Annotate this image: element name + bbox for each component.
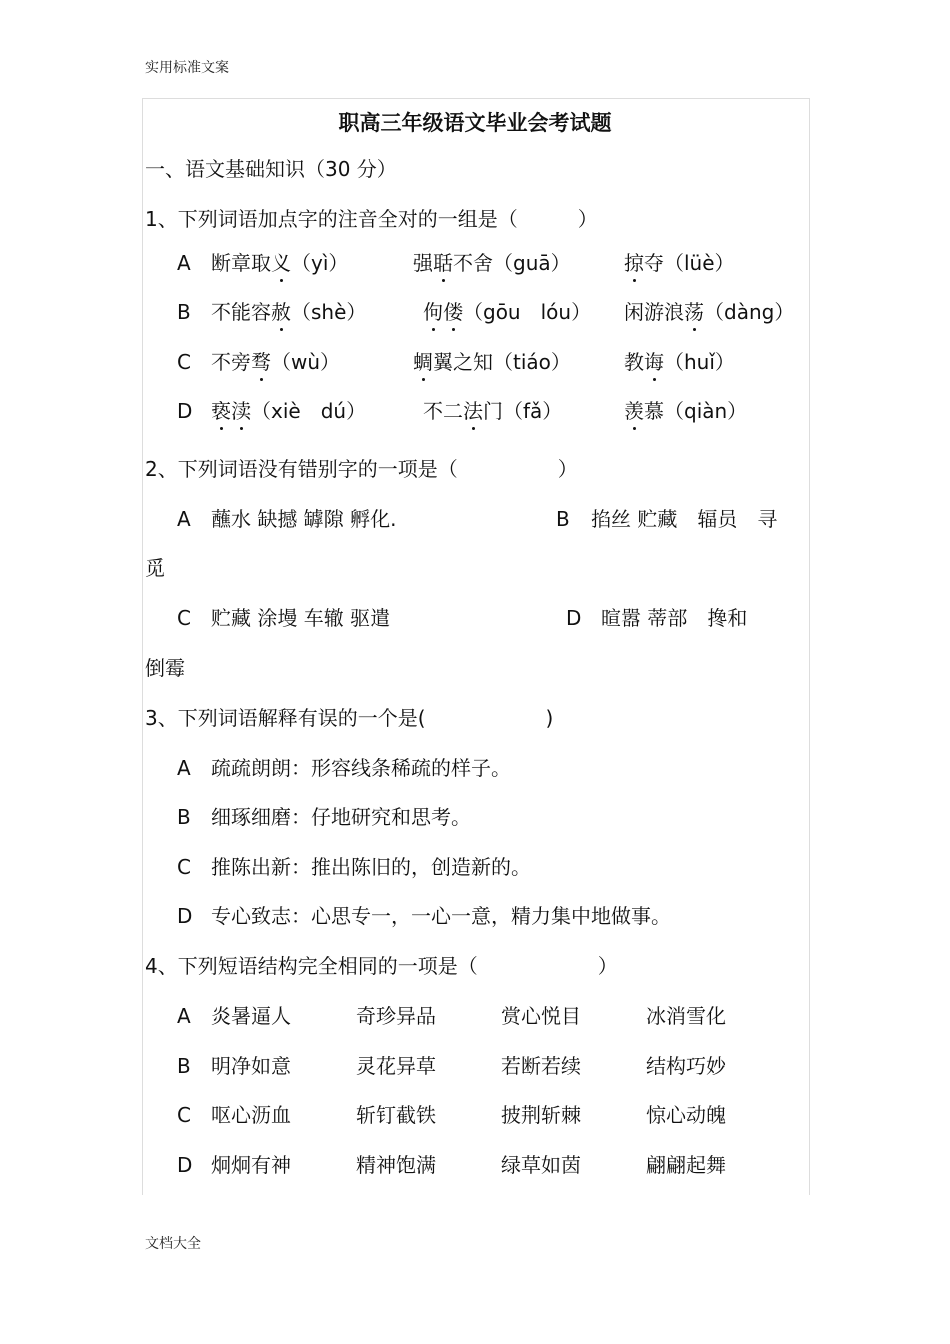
pinyin-annotation: 夺（lüè） (644, 251, 735, 275)
q4-option-word: 明净如意 (211, 1054, 291, 1078)
pinyin-annotation: （gōu lóu） (463, 300, 592, 324)
section-heading: 一、语文基础知识（30 分） (145, 157, 397, 181)
dotted-characters (644, 350, 664, 374)
q2-option-d-continuation: 倒霉 (145, 656, 185, 680)
dotted-characters (423, 300, 463, 324)
q4-option-word: 精神饱满 (356, 1153, 436, 1177)
q4-option-word: 赏心悦目 (501, 1004, 581, 1028)
q4-option-letter: A (177, 1004, 191, 1028)
q4-option-word: 冰消雪化 (646, 1004, 726, 1028)
q1-option-item (211, 299, 366, 325)
pinyin-annotation: 不舍（guā） (453, 251, 571, 275)
q4-option-word: 惊心动魄 (646, 1103, 726, 1127)
q4-option-word: 炎暑逼人 (211, 1004, 291, 1028)
q2-option-c-text: 贮藏 涂墁 车辙 驱遣 (211, 606, 391, 630)
dotted-characters (433, 251, 453, 275)
q4-option-word: 灵花异草 (356, 1054, 436, 1078)
emphasis-dot-char: 偻 (443, 300, 463, 324)
pinyin-annotation: 翼之知（tiáo） (433, 350, 571, 374)
dotted-characters (463, 399, 483, 423)
q1-option-item (423, 398, 562, 424)
q4-option-word: 奇珍异品 (356, 1004, 436, 1028)
emphasis-dot-char: 渎 (231, 399, 251, 423)
emphasis-dot-char: 蜩 (413, 350, 433, 374)
q4-option-letter: D (177, 1153, 193, 1177)
q1-option-item (624, 349, 735, 375)
item-text: 强 (413, 251, 433, 275)
q4-option-letter: B (177, 1054, 191, 1078)
q4-option-word: 翩翩起舞 (646, 1153, 726, 1177)
emphasis-dot-char: 佝 (423, 300, 443, 324)
dotted-characters (413, 350, 433, 374)
emphasis-dot-char: 聒 (433, 251, 453, 275)
q1-option-letter: A (177, 251, 191, 275)
q4-option-word: 炯炯有神 (211, 1153, 291, 1177)
emphasis-dot-char: 义 (271, 251, 291, 275)
q1-option-item (211, 250, 348, 276)
q4-option-word: 呕心沥血 (211, 1103, 291, 1127)
q3-option-text: 疏疏朗朗：形容线条稀疏的样子。 (211, 756, 511, 780)
dotted-characters (251, 350, 271, 374)
q1-stem: 1、下列词语加点字的注音全对的一组是（ ） (145, 207, 598, 231)
q2-option-d-letter: D (566, 606, 582, 630)
q3-option-letter: B (177, 805, 191, 829)
q3-option-text: 细琢细磨：仔地研究和思考。 (211, 805, 471, 829)
item-text: 不旁 (211, 350, 251, 374)
pinyin-annotation: （shè） (291, 300, 367, 324)
q4-option-word: 绿草如茵 (501, 1153, 581, 1177)
emphasis-dot-char: 亵 (211, 399, 231, 423)
item-text: 不二 (423, 399, 463, 423)
q1-option-item (423, 299, 591, 325)
q4-option-word: 若断若续 (501, 1054, 581, 1078)
dotted-characters (624, 251, 644, 275)
q3-option-text: 推陈出新：推出陈旧的，创造新的。 (211, 855, 531, 879)
emphasis-dot-char: 骛 (251, 350, 271, 374)
pinyin-annotation: 慕（qiàn） (644, 399, 748, 423)
emphasis-dot-char: 荡 (684, 300, 704, 324)
dotted-characters (624, 399, 644, 423)
q1-option-item (624, 398, 747, 424)
emphasis-dot-char: 掠 (624, 251, 644, 275)
q3-option-letter: A (177, 756, 191, 780)
q2-option-b-continuation: 觅 (145, 556, 165, 580)
pinyin-annotation: （wù） (271, 350, 341, 374)
dotted-characters (211, 399, 251, 423)
q4-option-word: 披荆斩棘 (501, 1103, 581, 1127)
q3-option-letter: C (177, 855, 191, 879)
q1-option-item (211, 349, 340, 375)
page-title: 职高三年级语文毕业会考试题 (338, 111, 612, 135)
q3-option-text: 专心致志：心思专一，一心一意，精力集中地做事。 (211, 904, 671, 928)
q1-option-item (413, 250, 571, 276)
q4-option-word: 结构巧妙 (646, 1054, 726, 1078)
q4-option-word: 斩钉截铁 (356, 1103, 436, 1127)
page-footer: 文档大全 (145, 1236, 201, 1252)
q1-option-letter: B (177, 300, 191, 324)
q2-option-d-text: 暄嚣 蒂部 搀和 (601, 606, 748, 630)
q1-option-item (211, 398, 366, 424)
q1-option-letter: D (177, 399, 193, 423)
emphasis-dot-char: 羡 (624, 399, 644, 423)
pinyin-annotation: （dàng） (704, 300, 795, 324)
q2-option-a-letter: A (177, 507, 191, 531)
q2-option-c-letter: C (177, 606, 191, 630)
pinyin-annotation: 门（fǎ） (483, 399, 563, 423)
pinyin-annotation: （yì） (291, 251, 349, 275)
emphasis-dot-char: 赦 (271, 300, 291, 324)
q1-option-item (624, 250, 735, 276)
dotted-characters (271, 300, 291, 324)
emphasis-dot-char: 法 (463, 399, 483, 423)
q3-option-letter: D (177, 904, 193, 928)
q2-option-b-text: 掐丝 贮藏 辐员 寻 (591, 507, 778, 531)
page-header: 实用标准文案 (145, 60, 229, 76)
item-text: 断章取 (211, 251, 271, 275)
pinyin-annotation: （xiè dú） (251, 399, 367, 423)
item-text: 不能容 (211, 300, 271, 324)
q4-stem: 4、下列短语结构完全相同的一项是（ ） (145, 954, 618, 978)
emphasis-dot-char: 诲 (644, 350, 664, 374)
q2-option-a-text: 蘸水 缺撼 罅隙 孵化. (211, 507, 397, 531)
q1-option-item (624, 299, 794, 325)
item-text: 教 (624, 350, 644, 374)
q3-stem: 3、下列词语解释有误的一个是( ) (145, 706, 554, 730)
q2-stem: 2、下列词语没有错别字的一项是（ ） (145, 457, 578, 481)
dotted-characters (271, 251, 291, 275)
item-text: 闲游浪 (624, 300, 684, 324)
q2-option-b-letter: B (556, 507, 570, 531)
dotted-characters (684, 300, 704, 324)
q1-option-item (413, 349, 571, 375)
q1-option-letter: C (177, 350, 191, 374)
pinyin-annotation: （huǐ） (664, 350, 735, 374)
q4-option-letter: C (177, 1103, 191, 1127)
